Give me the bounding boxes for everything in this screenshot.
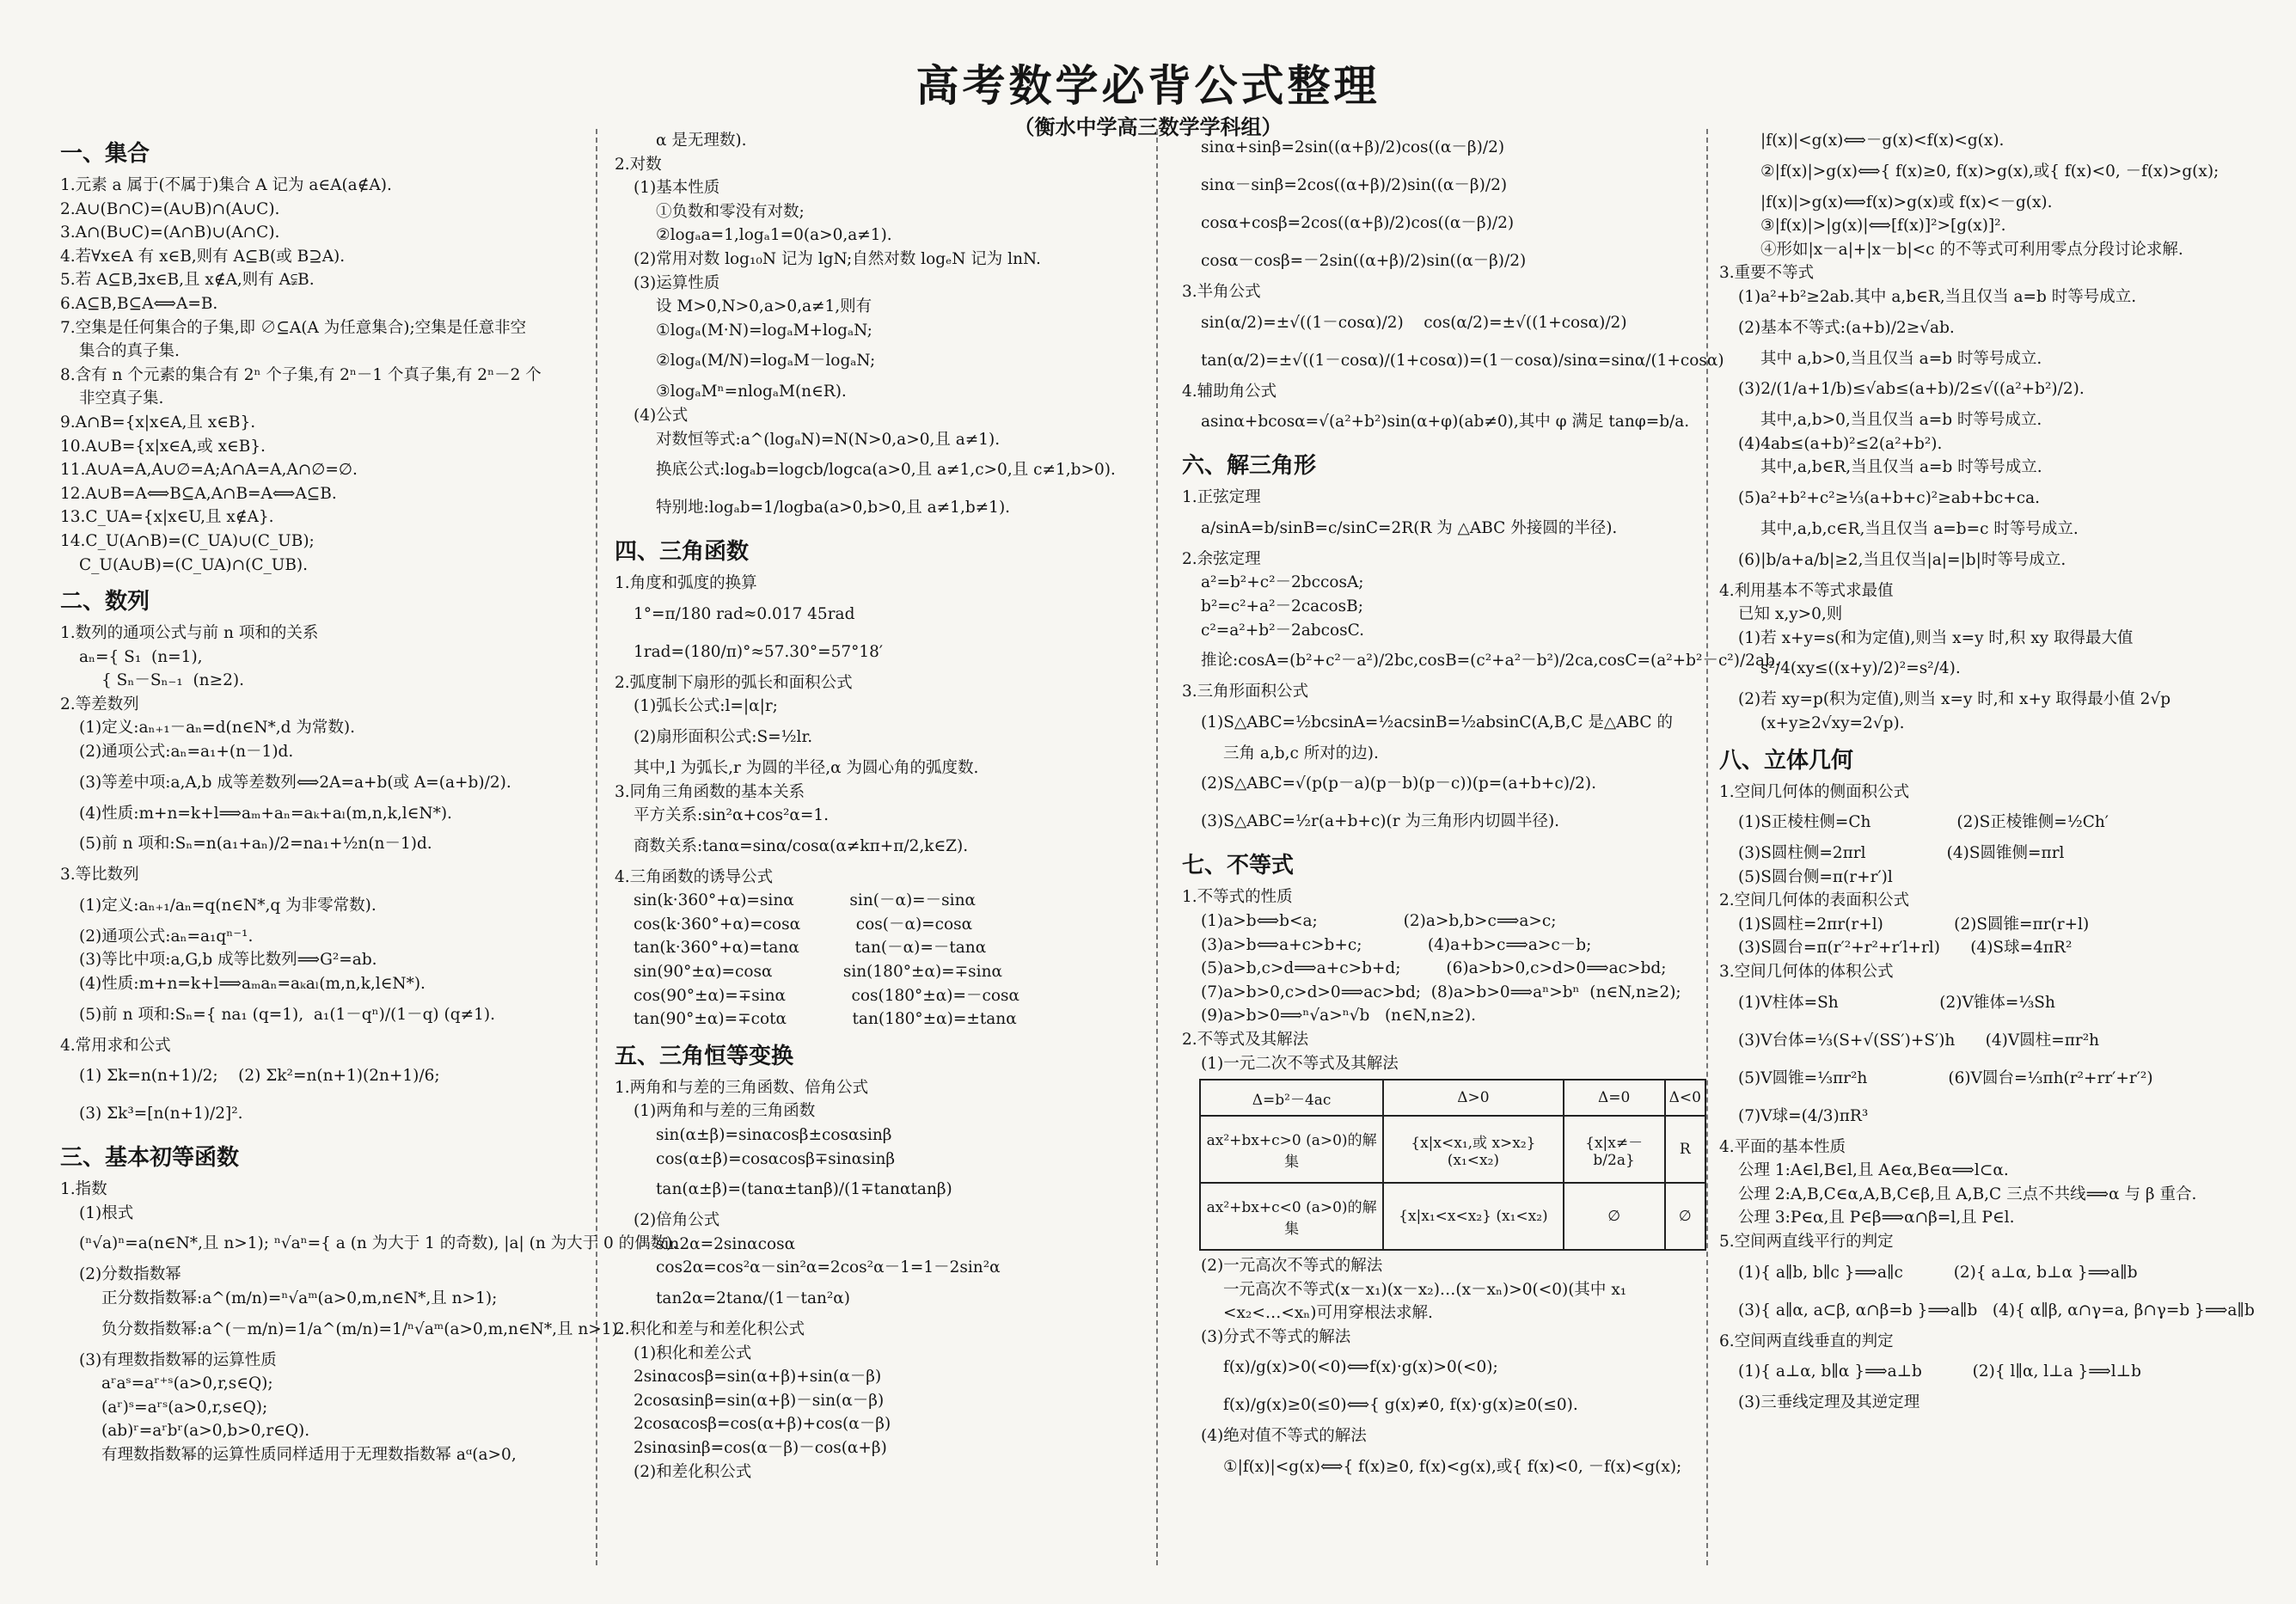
formula-line: tan2α=2tanα/(1－tan²α) [656,1289,851,1307]
formula-line: 换底公式:logₐb=logcb/logca(a>0,且 a≠1,c>0,且 c≠1,b>0). [656,461,1116,480]
formula-line: (4)性质:m+n=k+l⟹aₘaₙ=aₖaₗ(m,n,k,l∈N*). [79,975,426,994]
formula-line: sinα－sinβ=2cos((α+β)/2)sin((α－β)/2) [1201,176,1508,194]
formula-line: |f(x)|<g(x)⟺－g(x)<f(x)<g(x). [1760,132,2005,150]
formula-line: (ⁿ√a)ⁿ=a(n∈N*,且 n>1); ⁿ√aⁿ={ a (n 为大于 1 的奇数), |a| (n 为大于 0 的偶数). [79,1234,678,1253]
section-heading: 六、解三角形 [1182,453,1317,480]
table-cell: ax²+bx+c>0 (a>0)的解集 [1200,1116,1383,1183]
formula-line: (5)S圆台侧=π(r+r′)l [1738,867,1893,886]
formula-line: tan(α/2)=±√((1－cosα)/(1+cosα))=(1－cosα)/sinα=sinα/(1+cosα) [1201,351,1724,370]
table-header-cell: Δ=b²－4ac [1200,1080,1383,1116]
formula-line: 3.A∩(B∪C)=(A∩B)∪(A∩C). [60,223,280,242]
formula-line: (3)三垂线定理及其逆定理 [1738,1393,1920,1412]
formula-line: 平方关系:sin²α+cos²α=1. [634,806,830,825]
formula-line: 3.三角形面积公式 [1182,683,1309,701]
formula-line: 其中,a,b,c∈R,当且仅当 a=b=c 时等号成立. [1760,519,2079,538]
formula-line: (4)性质:m+n=k+l⟹aₘ+aₙ=aₖ+aₗ(m,n,k,l∈N*). [79,804,452,823]
formula-line: (1)根式 [79,1203,134,1222]
formula-line: (3)a>b⟺a+c>b+c; (4)a+b>c⟹a>c－b; [1201,935,1592,954]
formula-line: (3) Σk³=[n(n+1)/2]². [79,1105,243,1123]
formula-line: cosα+cosβ=2cos((α+β)/2)cos((α－β)/2) [1201,214,1515,232]
formula-line: f(x)/g(x)>0(<0)⟺f(x)·g(x)>0(<0); [1223,1358,1498,1377]
formula-line: (1)S△ABC=½bcsinA=½acsinB=½absinC(A,B,C 是△ABC 的 [1201,713,1673,732]
formula-line: ①负数和零没有对数; [656,202,805,221]
formula-line: sin2α=2sinαcosα [656,1234,796,1253]
formula-line: 公理 3:P∈α,且 P∈β⟹α∩β=l,且 P∈l. [1738,1209,2015,1227]
formula-line: sin(90°±α)=cosα sin(180°±α)=∓sinα [634,963,1002,982]
formula-line: 13.C_UA={x|x∈U,且 x∉A}. [60,508,274,527]
formula-line: tan(α±β)=(tanα±tanβ)/(1∓tanαtanβ) [656,1180,952,1199]
formula-line: (5)前 n 项和:Sₙ=n(a₁+aₙ)/2=na₁+½n(n－1)d. [79,835,432,854]
formula-line: 4.三角函数的诱导公式 [615,867,774,886]
formula-line: 特别地:logₐb=1/logba(a>0,b>0,且 a≠1,b≠1). [656,499,1011,517]
formula-line: (4)绝对值不等式的解法 [1201,1427,1367,1446]
formula-line: (1)一元二次不等式及其解法 [1201,1054,1399,1073]
formula-line: 14.C_U(A∩B)=(C_UA)∪(C_UB); [60,531,315,550]
formula-line: 10.A∪B={x|x∈A,或 x∈B}. [60,437,266,456]
formula-line: sinα+sinβ=2sin((α+β)/2)cos((α－β)/2) [1201,138,1505,156]
formula-line: (3)S△ABC=½r(a+b+c)(r 为三角形内切圆半径). [1201,812,1560,831]
formula-line: sin(α/2)=±√((1－cosα)/2) cos(α/2)=±√((1+cosα)/2) [1201,313,1627,332]
formula-line: (1)弧长公式:l=|α|r; [634,697,778,716]
section-heading: 二、数列 [60,589,150,615]
formula-line: 1.空间几何体的侧面积公式 [1719,782,1910,801]
formula-line: 4.平面的基本性质 [1719,1137,1846,1156]
section-heading: 四、三角函数 [615,539,750,566]
formula-line: 1.角度和弧度的换算 [615,574,757,593]
formula-line: (4)公式 [634,406,689,425]
table-header-cell: Δ=0 [1564,1080,1665,1116]
formula-line: 5.若 A⊆B,∃x∈B,且 x∉A,则有 A⫋B. [60,271,315,290]
formula-line: tan(k·360°+α)=tanα tan(－α)=－tanα [634,939,987,958]
formula-line: 公理 1:A∈l,B∈l,且 A∈α,B∈α⟹l⊂α. [1738,1161,2009,1180]
formula-line: 3.空间几何体的体积公式 [1719,963,1894,982]
table-header-cell: Δ<0 [1665,1080,1705,1116]
formula-line: (3)运算性质 [634,273,720,292]
formula-line: 1.指数 [60,1180,107,1199]
formula-line: (4)4ab≤(a+b)²≤2(a²+b²). [1738,434,1943,453]
formula-line: 其中,a,b∈R,当且仅当 a=b 时等号成立. [1760,458,2042,477]
formula-line: 2.空间几何体的表面积公式 [1719,891,1910,910]
formula-line: (3)S圆柱侧=2πrl (4)S圆锥侧=πrl [1738,844,2065,863]
formula-line: 4.若∀x∈A 有 x∈B,则有 A⊆B(或 B⊇A). [60,247,346,266]
formula-line: (1)S圆柱=2πr(r+l) (2)S圆锥=πr(r+l) [1738,915,2090,934]
formula-line: 2.积化和差与和差化积公式 [615,1320,805,1338]
table-row [1200,1183,1705,1250]
formula-line: sin(k·360°+α)=sinα sin(－α)=－sinα [634,891,976,910]
formula-line: 4.辅助角公式 [1182,382,1277,401]
formula-line: (3)等差中项:a,A,b 成等差数列⟺2A=a+b(或 A=(a+b)/2). [79,773,511,792]
quadratic-inequality-table [1199,1079,1706,1251]
formula-line: (2)通项公式:aₙ=a₁qⁿ⁻¹. [79,927,254,946]
formula-line: (6)|b/a+a/b|≥2,当且仅当|a|=|b|时等号成立. [1738,550,2066,569]
formula-line: 4.常用求和公式 [60,1036,171,1055]
formula-line: (5)前 n 项和:Sₙ={ na₁ (q=1), a₁(1－qⁿ)/(1－q) (q≠1). [79,1005,495,1024]
formula-line: 1.元素 a 属于(不属于)集合 A 记为 a∈A(a∉A). [60,176,392,194]
formula-line: 商数关系:tanα=sinα/cosα(α≠kπ+π/2,k∈Z). [634,836,969,855]
formula-line: (1)定义:aₙ₊₁/aₙ=q(n∈N*,q 为非零常数). [79,896,377,915]
table-cell: R [1665,1116,1705,1183]
formula-line: 1.正弦定理 [1182,488,1261,507]
formula-line: (3)分式不等式的解法 [1201,1327,1351,1346]
formula-line: (1)两角和与差的三角函数 [634,1102,816,1121]
formula-line: 3.重要不等式 [1719,264,1815,283]
formula-line: sin(α±β)=sinαcosβ±cosαsinβ [656,1126,892,1145]
formula-line: 其中,a,b>0,当且仅当 a=b 时等号成立. [1760,411,2042,430]
formula-line: (3)2/(1/a+1/b)≤√ab≤(a+b)/2≤√((a²+b²)/2). [1738,380,2085,399]
formula-line: 3.等比数列 [60,866,139,885]
formula-line: 1rad=(180/π)°≈57.30°=57°18′ [634,642,884,661]
table-cell: {x|x₁<x<x₂} (x₁<x₂) [1383,1183,1563,1250]
formula-line: 2.对数 [615,155,662,174]
formula-line: ④形如|x－a|+|x－b|<c 的不等式可利用零点分段讨论求解. [1760,240,2183,259]
formula-line: (5)V圆锥=⅓πr²h (6)V圆台=⅓πh(r²+rr′+r′²) [1738,1068,2153,1087]
formula-line: tan(90°±α)=∓cotα tan(180°±α)=±tanα [634,1010,1017,1029]
formula-line: 其中 a,b>0,当且仅当 a=b 时等号成立. [1760,349,2042,368]
formula-line: 2sinαcosβ=sin(α+β)+sin(α－β) [634,1368,882,1387]
formula-line: (5)a²+b²+c²≥⅓(a+b+c)²≥ab+bc+ca. [1738,488,2041,507]
formula-line: C_U(A∪B)=(C_UA)∩(C_UB). [79,555,309,574]
formula-line: 2.余弦定理 [1182,549,1261,568]
formula-line: 负分数指数幂:a^(－m/n)=1/a^(m/n)=1/ⁿ√aᵐ(a>0,m,n∈N*,且 n>1). [101,1319,623,1338]
formula-line: cos2α=cos²α－sin²α=2cos²α－1=1－2sin²α [656,1258,1001,1277]
formula-line: 其中,l 为弧长,r 为圆的半径,α 为圆心角的弧度数. [634,758,979,777]
formula-line: 3.同角三角函数的基本关系 [615,782,805,801]
formula-line: (2)分数指数幂 [79,1265,181,1284]
formula-line: 2sinαsinβ=cos(α－β)－cos(α+β) [634,1438,887,1457]
table-cell: ax²+bx+c<0 (a>0)的解集 [1200,1183,1383,1250]
table-cell: {x|x<x₁,或 x>x₂} (x₁<x₂) [1383,1116,1563,1183]
formula-line: |f(x)|>g(x)⟺f(x)>g(x)或 f(x)<－g(x). [1760,193,2053,211]
formula-line: b²=c²+a²－2cacosB; [1201,597,1363,615]
formula-line: aₙ={ S₁ (n=1), [79,647,203,666]
formula-line: (1)a²+b²≥2ab.其中 a,b∈R,当且仅当 a=b 时等号成立. [1738,287,2137,306]
section-heading: 五、三角恒等变换 [615,1043,794,1069]
formula-line: (1){ a⊥α, b∥α }⟹a⊥b (2){ l∥α, l⊥a }⟹l⊥b [1738,1362,2141,1381]
formula-line: asinα+bcosα=√(a²+b²)sin(α+φ)(ab≠0),其中 φ 满足 tanφ=b/a. [1201,413,1690,432]
formula-line: 1.不等式的性质 [1182,888,1293,907]
formula-line: ①|f(x)|<g(x)⟺{ f(x)≥0, f(x)<g(x),或{ f(x)<0, －f(x)<g(x); [1223,1458,1682,1477]
column-divider [596,129,597,1565]
formula-line: (9)a>b>0⟹ⁿ√a>ⁿ√b (n∈N,n≥2). [1201,1007,1476,1025]
section-heading: 一、集合 [60,141,150,167]
formula-line: 11.A∪A=A,A∪∅=A;A∩A=A,A∩∅=∅. [60,461,358,480]
formula-line: f(x)/g(x)≥0(≤0)⟺{ g(x)≠0, f(x)·g(x)≥0(≤0). [1223,1396,1578,1415]
formula-line: 已知 x,y>0,则 [1738,605,1843,624]
formula-line: (1) Σk=n(n+1)/2; (2) Σk²=n(n+1)(2n+1)/6; [79,1067,440,1086]
formula-line: 12.A∪B=A⟺B⊆A,A∩B=A⟺A⊆B. [60,484,337,503]
section-heading: 三、基本初等函数 [60,1145,240,1172]
section-heading: 七、不等式 [1182,853,1295,879]
formula-line: s²/4(xy≤((x+y)/2)²=s²/4). [1760,659,1961,678]
formula-line: (2)若 xy=p(积为定值),则当 x=y 时,和 x+y 取得最小值 2√p [1738,690,2171,709]
formula-line: { Sₙ－Sₙ₋₁ (n≥2). [101,671,244,690]
formula-line: a/sinA=b/sinB=c/sinC=2R(R 为 △ABC 外接圆的半径). [1201,518,1618,537]
formula-line: (1)定义:aₙ₊₁－aₙ=d(n∈N*,d 为常数). [79,719,355,738]
formula-line: aʳaˢ=aʳ⁺ˢ(a>0,r,s∈Q); [101,1374,273,1393]
formula-line: 非空真子集. [79,389,164,408]
formula-line: 8.含有 n 个元素的集合有 2ⁿ 个子集,有 2ⁿ－1 个真子集,有 2ⁿ－2 个 [60,365,542,384]
formula-line: (3)V台体=⅓(S+√(SS′)+S′)h (4)V圆柱=πr²h [1738,1031,2100,1050]
formula-line: (2)基本不等式:(a+b)/2≥√ab. [1738,318,1955,337]
formula-line: (3){ a∥α, a⊂β, α∩β=b }⟹a∥b (4){ α∥β, α∩γ=a, β∩γ=b }⟹a∥b [1738,1301,2255,1319]
formula-line: (1){ a∥b, b∥c }⟹a∥c (2){ a⊥α, b⊥α }⟹a∥b [1738,1263,2138,1282]
column-4 [1719,129,2255,1552]
column-divider [1156,129,1158,1565]
formula-line: (1)V柱体=Sh (2)V锥体=⅓Sh [1738,993,2055,1012]
formula-line: c²=a²+b²－2abcosC. [1201,621,1364,640]
formula-line: (2)倍角公式 [634,1211,720,1230]
table-cell: {x|x≠－b/2a} [1564,1116,1665,1183]
formula-line: (1)基本性质 [634,179,720,198]
formula-line: 2.A∪(B∩C)=(A∪B)∩(A∪C). [60,199,280,218]
formula-line: 1.数列的通项公式与前 n 项和的关系 [60,624,319,643]
table-cell: ∅ [1665,1183,1705,1250]
formula-line: 9.A∩B={x|x∈A,且 x∈B}. [60,413,256,432]
formula-line: 三角 a,b,c 所对的边). [1223,744,1379,762]
formula-line: 2.不等式及其解法 [1182,1030,1309,1049]
formula-line: ③|f(x)|>|g(x)|⟺[f(x)]²>[g(x)]². [1760,217,2006,236]
column-2 [615,129,1139,1552]
formula-line: 集合的真子集. [79,342,180,361]
section-heading: 八、立体几何 [1719,747,1854,774]
formula-line: 6.A⊆B,B⊆A⟺A=B. [60,294,218,313]
formula-line: cos(90°±α)=∓sinα cos(180°±α)=－cosα [634,986,1019,1005]
formula-line: (1)若 x+y=s(和为定值),则当 x=y 时,积 xy 取得最大值 [1738,628,2134,647]
formula-line: ②|f(x)|>g(x)⟺{ f(x)≥0, f(x)>g(x),或{ f(x)<0, －f(x)>g(x); [1760,162,2219,181]
formula-line: ①logₐ(M·N)=logₐM+logₐN; [656,321,872,340]
formula-line: 7.空集是任何集合的子集,即 ∅⊆A(A 为任意集合);空集是任意非空 [60,318,527,337]
formula-line: (3)S圆台=π(r′²+r²+r′l+rl) (4)S球=4πR² [1738,939,2073,958]
formula-line: ③logₐMⁿ=nlogₐM(n∈R). [656,383,847,401]
formula-line: (1)a>b⟺b<a; (2)a>b,b>c⟹a>c; [1201,911,1557,930]
formula-line: 2cosαcosβ=cos(α+β)+cos(α－β) [634,1415,891,1434]
formula-line: 5.空间两直线平行的判定 [1719,1233,1894,1252]
page-title: 高考数学必背公式整理 [915,61,1381,111]
formula-line: (3)等比中项:a,G,b 成等比数列⟹G²=ab. [79,951,377,970]
formula-line: 2cosαsinβ=sin(α+β)－sin(α－β) [634,1391,885,1410]
formula-line: (7)a>b>0,c>d>0⟹ac>bd; (8)a>b>0⟹aⁿ>bⁿ (n∈N,n≥2); [1201,983,1681,1001]
formula-line: <x₂<…<xₙ)可用穿根法求解. [1223,1304,1433,1323]
table-cell: ∅ [1564,1183,1665,1250]
formula-line: 公理 2:A,B,C∈α,A,B,C∈β,且 A,B,C 三点不共线⟹α 与 β 重合. [1738,1185,2197,1203]
formula-line: (x+y≥2√xy=2√p). [1760,713,1905,732]
formula-line: 1.两角和与差的三角函数、倍角公式 [615,1078,869,1097]
formula-line: (1)积化和差公式 [634,1344,752,1362]
formula-line: (2)常用对数 log₁₀N 记为 lgN;自然对数 logₑN 记为 lnN. [634,249,1041,268]
table-row [1200,1116,1705,1183]
formula-line: 4.利用基本不等式求最值 [1719,581,1894,600]
formula-line: (2)和差化积公式 [634,1462,752,1481]
table-header-cell: Δ>0 [1383,1080,1563,1116]
formula-line: 3.半角公式 [1182,283,1261,301]
formula-line: (1)S正棱柱侧=Ch (2)S正棱锥侧=½Ch′ [1738,813,2109,832]
formula-line: (ab)ʳ=aʳbʳ(a>0,b>0,r∈Q). [101,1422,310,1441]
formula-line: (2)一元高次不等式的解法 [1201,1257,1383,1276]
formula-line: (aʳ)ˢ=aʳˢ(a>0,r,s∈Q); [101,1398,268,1417]
formula-line: 设 M>0,N>0,a>0,a≠1,则有 [656,297,872,316]
formula-line: cos(α±β)=cosαcosβ∓sinαsinβ [656,1149,896,1168]
formula-line: a²=b²+c²－2bccosA; [1201,573,1364,592]
formula-line: 6.空间两直线垂直的判定 [1719,1332,1894,1350]
formula-line: (2)通项公式:aₙ=a₁+(n－1)d. [79,743,294,762]
page-subtitle: （衡水中学高三数学学科组） [1013,115,1283,139]
formula-line: 2.等差数列 [60,695,139,713]
formula-line: 正分数指数幂:a^(m/n)=ⁿ√aᵐ(a>0,m,n∈N*,且 n>1); [101,1289,498,1307]
formula-line: 2.弧度制下扇形的弧长和面积公式 [615,673,853,692]
formula-line: (5)a>b,c>d⟹a+c>b+d; (6)a>b>0,c>d>0⟹ac>bd; [1201,959,1667,978]
formula-line: α 是无理数). [656,132,747,150]
formula-line: cosα－cosβ=－2sin((α+β)/2)sin((α－β)/2) [1201,252,1527,270]
formula-line: 1°=π/180 rad≈0.017 45rad [634,604,855,623]
formula-line: (3)有理数指数幂的运算性质 [79,1350,277,1369]
formula-line: cos(k·360°+α)=cosα cos(－α)=cosα [634,915,973,934]
formula-line: ②logₐ(M/N)=logₐM－logₐN; [656,352,876,370]
formula-line: 推论:cosA=(b²+c²－a²)/2bc,cosB=(c²+a²－b²)/2ca,cosC=(a²+b²－c²)/2ab. [1201,652,1780,670]
formula-line: ②logₐa=1,logₐ1=0(a>0,a≠1). [656,226,892,245]
formula-line: 一元高次不等式(x－x₁)(x－x₂)…(x－xₙ)>0(<0)(其中 x₁ [1223,1280,1627,1299]
formula-line: (2)扇形面积公式:S=½lr. [634,727,813,746]
formula-line: 有理数指数幂的运算性质同样适用于无理数指数幂 aᵅ(a>0, [101,1445,517,1464]
formula-line: 对数恒等式:a^(logₐN)=N(N>0,a>0,且 a≠1). [656,430,1001,449]
formula-line: (7)V球=(4/3)πR³ [1738,1106,1869,1125]
formula-line: (2)S△ABC=√(p(p－a)(p－b)(p－c))(p=(a+b+c)/2). [1201,774,1597,793]
